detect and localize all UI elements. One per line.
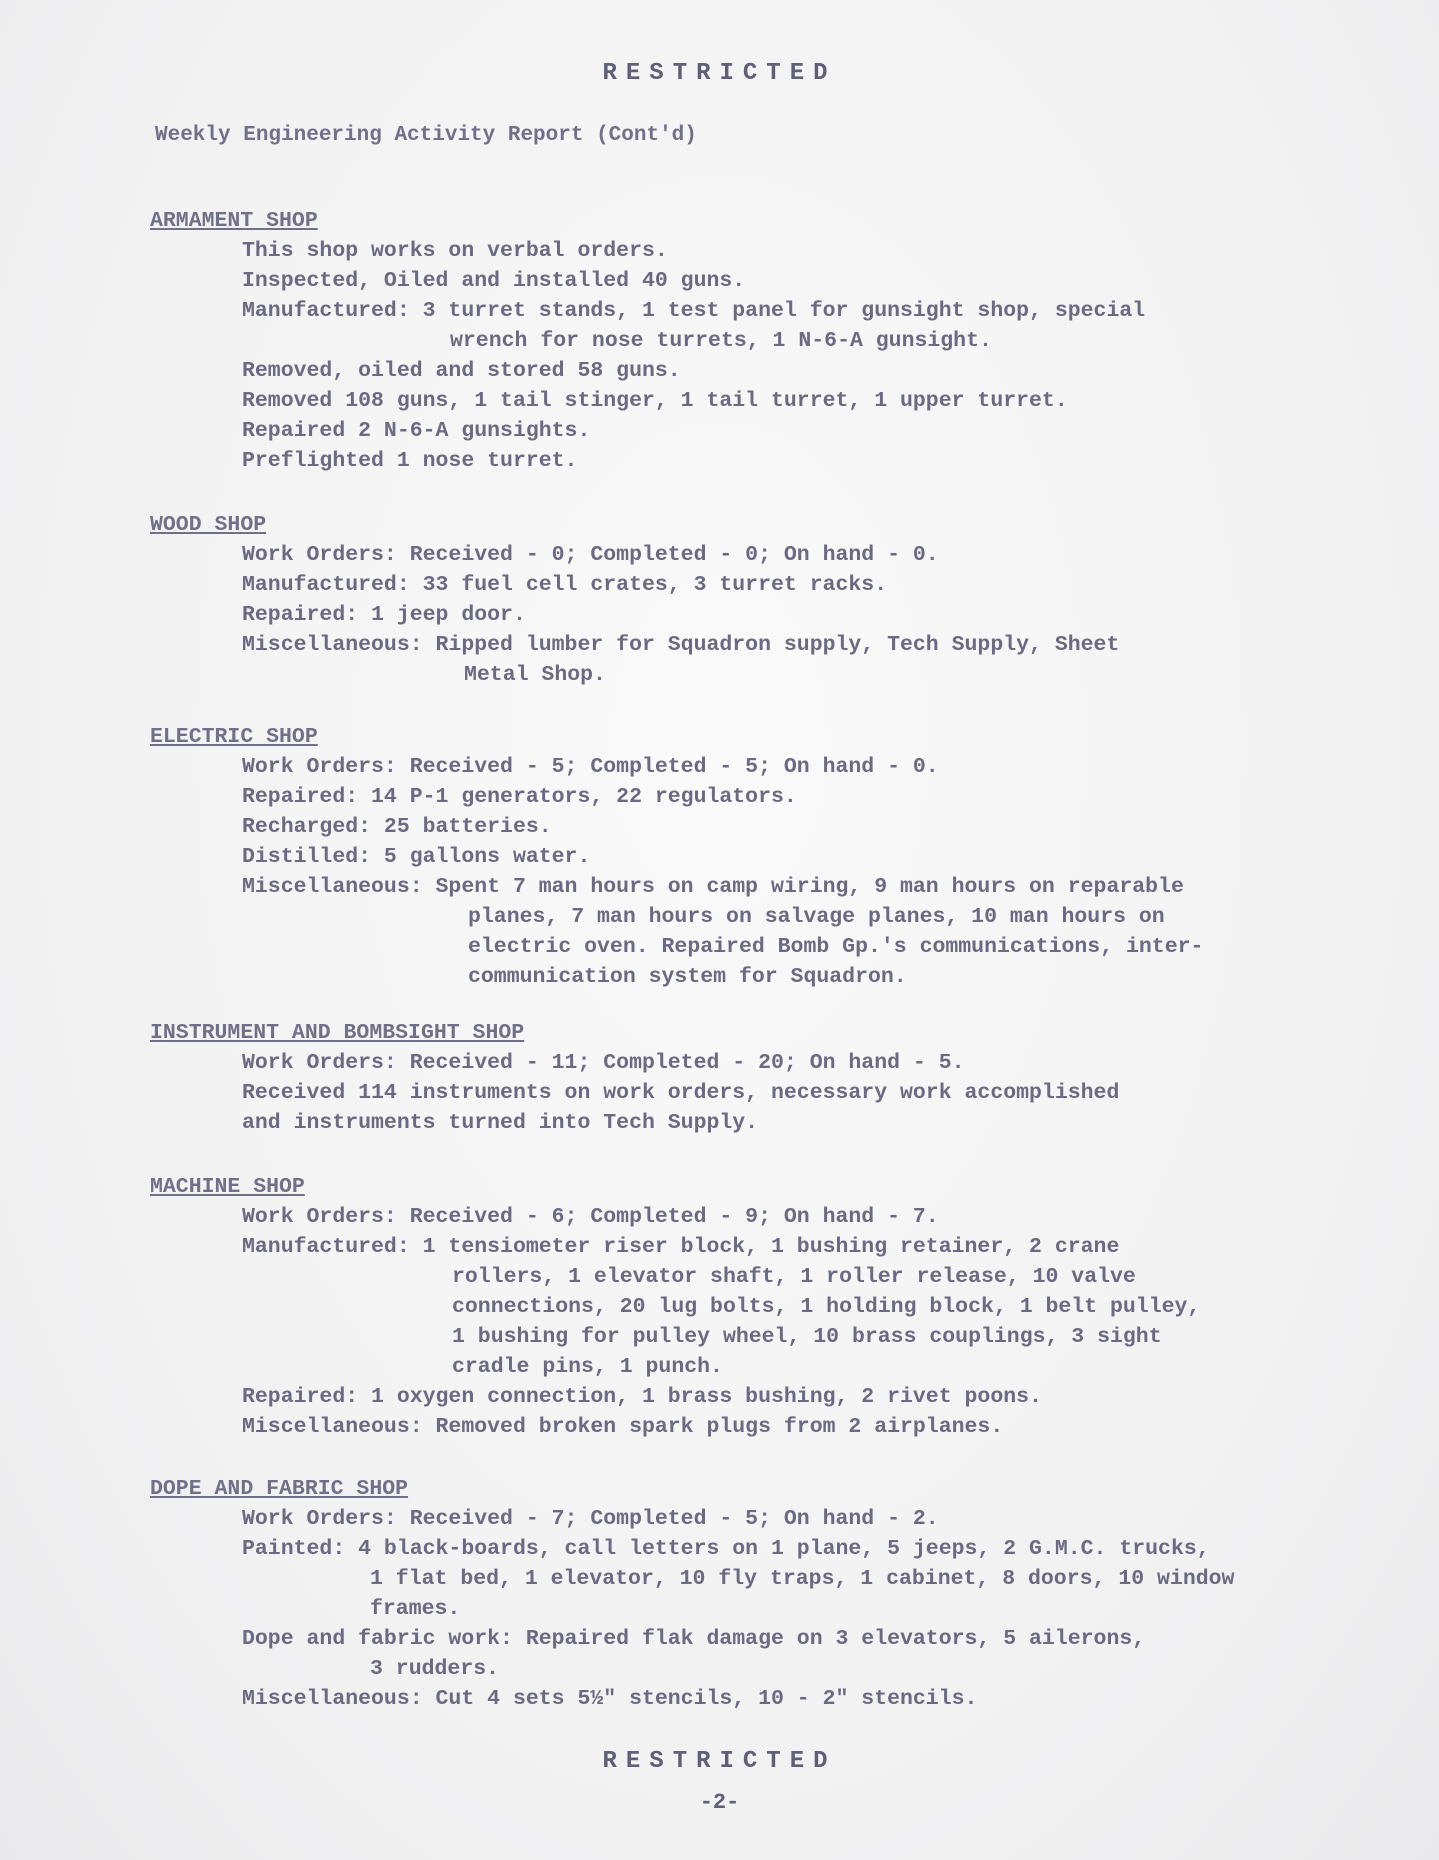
report-line: Distilled: 5 gallons water. bbox=[242, 845, 591, 869]
report-line-continued: Metal Shop. bbox=[464, 663, 606, 687]
section-heading: INSTRUMENT AND BOMBSIGHT SHOP bbox=[150, 1021, 525, 1045]
report-line: Repaired: 14 P-1 generators, 22 regulators. bbox=[242, 785, 797, 809]
section-instrument-bombsight-shop bbox=[150, 1018, 1380, 1138]
report-line: Miscellaneous: Ripped lumber for Squadron supply, Tech Supply, Sheet bbox=[242, 633, 1120, 657]
section-machine-shop bbox=[150, 1172, 1380, 1442]
report-line-continued: electric oven. Repaired Bomb Gp.'s communications, inter- bbox=[468, 935, 1204, 959]
report-line-continued: wrench for nose turrets, 1 N-6-A gunsight. bbox=[450, 329, 992, 353]
report-line: Removed, oiled and stored 58 guns. bbox=[242, 359, 681, 383]
report-line-continued: and instruments turned into Tech Supply. bbox=[242, 1111, 759, 1135]
report-line-continued: 1 bushing for pulley wheel, 10 brass couplings, 3 sight bbox=[452, 1325, 1162, 1349]
report-line: Removed 108 guns, 1 tail stinger, 1 tail turret, 1 upper turret. bbox=[242, 389, 1068, 413]
classification-header: RESTRICTED bbox=[602, 60, 837, 87]
report-line-continued: planes, 7 man hours on salvage planes, 10 man hours on bbox=[468, 905, 1165, 929]
report-line: This shop works on verbal orders. bbox=[242, 239, 668, 263]
section-electric-shop bbox=[150, 722, 1380, 992]
report-line: Painted: 4 black-boards, call letters on 1 plane, 5 jeeps, 2 G.M.C. trucks, bbox=[242, 1537, 1210, 1561]
report-line: Miscellaneous: Spent 7 man hours on camp wiring, 9 man hours on reparable bbox=[242, 875, 1184, 899]
report-line: Recharged: 25 batteries. bbox=[242, 815, 552, 839]
classification-footer: RESTRICTED bbox=[602, 1748, 837, 1775]
report-line: Manufactured: 33 fuel cell crates, 3 turret racks. bbox=[242, 573, 888, 597]
report-line-continued: cradle pins, 1 punch. bbox=[452, 1355, 723, 1379]
section-heading: DOPE AND FABRIC SHOP bbox=[150, 1477, 409, 1501]
page-number: -2- bbox=[699, 1790, 740, 1815]
report-line: Repaired: 1 oxygen connection, 1 brass bushing, 2 rivet poons. bbox=[242, 1385, 1042, 1409]
report-line-continued: 1 flat bed, 1 elevator, 10 fly traps, 1 cabinet, 8 doors, 10 window bbox=[370, 1567, 1235, 1591]
report-line: Work Orders: Received - 7; Completed - 5; On hand - 2. bbox=[242, 1507, 939, 1531]
section-dope-fabric-shop bbox=[150, 1474, 1380, 1714]
report-line: Received 114 instruments on work orders, necessary work accomplished bbox=[242, 1081, 1120, 1105]
section-heading: ARMAMENT SHOP bbox=[150, 209, 318, 233]
report-line-continued: connections, 20 lug bolts, 1 holding block, 1 belt pulley, bbox=[452, 1295, 1201, 1319]
section-heading: WOOD SHOP bbox=[150, 513, 267, 537]
report-line: Manufactured: 3 turret stands, 1 test panel for gunsight shop, special bbox=[242, 299, 1146, 323]
report-line: Work Orders: Received - 0; Completed - 0; On hand - 0. bbox=[242, 543, 939, 567]
section-heading: ELECTRIC SHOP bbox=[150, 725, 318, 749]
report-line: Work Orders: Received - 5; Completed - 5; On hand - 0. bbox=[242, 755, 939, 779]
report-line: Preflighted 1 nose turret. bbox=[242, 449, 578, 473]
report-line-continued: frames. bbox=[370, 1597, 461, 1621]
report-line: Manufactured: 1 tensiometer riser block, 1 bushing retainer, 2 crane bbox=[242, 1235, 1120, 1259]
section-heading: MACHINE SHOP bbox=[150, 1175, 305, 1199]
report-line-continued: rollers, 1 elevator shaft, 1 roller release, 10 valve bbox=[452, 1265, 1136, 1289]
report-line-continued: communication system for Squadron. bbox=[468, 965, 907, 989]
report-line: Miscellaneous: Removed broken spark plugs from 2 airplanes. bbox=[242, 1415, 1004, 1439]
report-line: Repaired 2 N-6-A gunsights. bbox=[242, 419, 591, 443]
report-line: Repaired: 1 jeep door. bbox=[242, 603, 526, 627]
section-armament-shop bbox=[150, 206, 1380, 476]
report-line: Miscellaneous: Cut 4 sets 5½" stencils, 10 - 2" stencils. bbox=[242, 1687, 978, 1711]
report-line-continued: 3 rudders. bbox=[370, 1657, 500, 1681]
report-title: Weekly Engineering Activity Report (Cont'd) bbox=[155, 124, 697, 147]
section-wood-shop bbox=[150, 510, 1380, 690]
report-line: Work Orders: Received - 11; Completed - 20; On hand - 5. bbox=[242, 1051, 965, 1075]
report-line: Work Orders: Received - 6; Completed - 9; On hand - 7. bbox=[242, 1205, 939, 1229]
report-line: Dope and fabric work: Repaired flak damage on 3 elevators, 5 ailerons, bbox=[242, 1627, 1146, 1651]
report-line: Inspected, Oiled and installed 40 guns. bbox=[242, 269, 746, 293]
